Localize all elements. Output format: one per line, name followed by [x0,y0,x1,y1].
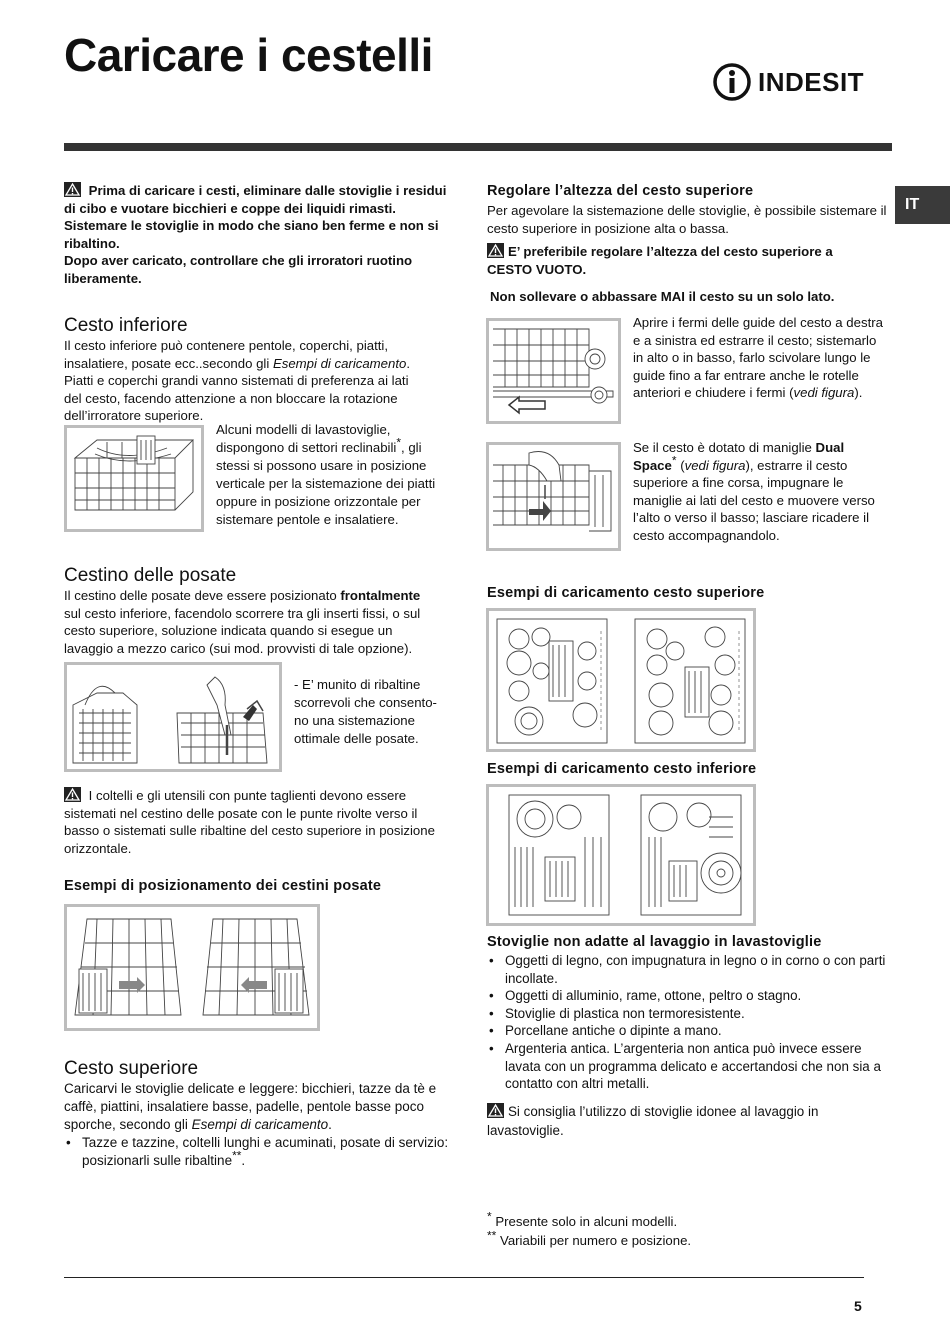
footnote-star: * [396,435,402,450]
regolare-text: Per agevolare la sistemazione delle stoviglie, è possibile sistemare il cesto superiore in posizione alta o bassa. [487,203,887,236]
indesit-logo-icon [712,62,752,102]
text-span: ), estrarre il cesto superiore a fine corsa, impugnare le maniglie ai lati del cesto e muovere verso l’alto o verso il basso; lasciare ricadere il cesto accompagnandolo. [633,457,875,543]
regolare-warning-text: E’ preferibile regolare l’altezza del cesto superiore a CESTO VUOTO. [487,244,833,277]
text-span: . [406,355,411,371]
lower-basket-examples-illustration [489,787,753,923]
text-span: ( [676,457,685,473]
footnotes [487,1209,867,1250]
dual-space-illustration [489,445,618,548]
section-heading-cestino-posate: Cestino delle posate [64,565,237,586]
non-adatte-warning-text: Si consiglia l’utilizzo di stoviglie idonee al lavaggio in lavastoviglie. [487,1104,819,1138]
warning-icon [64,787,81,802]
regolare-warning [487,243,877,278]
upper-basket-examples-illustration [489,611,753,749]
footnote-text: Variabili per numero e posizione. [496,1233,692,1248]
list-item: • Oggetti di legno, con impugnatura in legno o in corno o con parti incollate. [487,952,892,987]
lower-basket-figure [64,425,204,532]
non-adatte-list-block [487,952,892,1093]
section-heading-cesto-inferiore: Cesto inferiore [64,315,188,336]
bold-span: frontalmente [340,588,421,603]
list-item: • Oggetti di alluminio, rame, ottone, peltro o stagno. [487,987,892,1005]
section-heading-esempi-posizionamento: Esempi di posizionamento dei cestini posate [64,878,382,894]
non-adatte-list [487,952,892,1093]
warning-text-3: Dopo aver caricato, controllare che gli irroratori ruotino liberamente. [64,253,413,286]
warning-text-1: Prima di caricare i cesti, eliminare dalle stoviglie i residui di cibo e vuotare bicchieri e coppe dei liquidi rimasti. [64,183,447,216]
warning-knives-text: I coltelli e gli utensili con punte taglienti devono essere sistemati nel cestino delle posate con le punte rivolte verso il basso o sistemati sulle ribaltine del cesto superiore in posizione orizzontale. [64,788,435,856]
link-vedi-figura: vedi figura [684,457,746,473]
cesto-superiore-text [64,1080,449,1170]
warning-icon [64,182,81,197]
list-item: • Porcellane antiche o dipinte a mano. [487,1022,892,1040]
text-span: . [328,1117,332,1132]
text-span: ). [854,385,863,401]
basket-rail-illustration [489,321,618,421]
list-item: • Stoviglie di plastica non termoresistente. [487,1005,892,1023]
footnote-star: * [671,453,677,468]
non-adatte-warning [487,1103,867,1140]
section-heading-esempi-inferiore: Esempi di caricamento cesto inferiore [487,761,757,777]
warning-icon [487,1103,504,1118]
header-divider [64,143,892,151]
cutlery-position-illustration [67,907,317,1028]
text-span: Alcuni modelli di lavastoviglie, dispongono di settori reclinabili [216,422,397,455]
cesto-inferiore-text [64,337,416,425]
cutlery-basket-figure [64,662,282,772]
cestino-posate-text [64,587,439,657]
footnote-star: ** [487,1228,497,1243]
cestino-posate-side-text: - E’ munito di ribaltine scorrevoli che consento-no una sistemazione ottimale delle posate. [294,677,437,746]
section-heading-non-adatte: Stoviglie non adatte al lavaggio in lavastoviglie [487,934,822,950]
cutlery-basket-illustration [67,665,279,769]
language-tab: IT [895,186,950,224]
warning-icon [487,243,504,258]
footnote-1 [487,1209,867,1231]
footnote-star: ** [232,1148,242,1163]
footnote-2 [487,1228,867,1250]
link-vedi-figura: vedi figura [793,385,855,401]
text-span: , gli stessi si possono usare in posizione verticale per la sistemazione dei piatti oppure in posizione orizzontale per sistemare pentole e insalatiere. [216,440,436,527]
warning-block [64,182,454,288]
list-item [64,1134,449,1170]
text-span: Aprire i fermi delle guide del cesto a destra e a sinistra ed estrarre il cesto; sistemarlo in alto o in basso, farlo scivolare lungo le guide fino a far entrare anche le rotelle anteriori e chiudere i fermi ( [633,315,883,401]
text-span: Caricarvi le stoviglie delicate e leggere: bicchieri, tazze da tè e caffè, piattini, insalatiere basse, padelle, pentole basse poco sporche, secondo gli [64,1081,437,1132]
cesto-superiore-list [64,1134,449,1170]
regolare-side-text-1 [633,314,885,402]
text-span: . [241,1153,246,1168]
link-esempi: Esempi di caricamento [272,355,407,371]
footnote-star: * [487,1209,492,1224]
cutlery-position-figure [64,904,320,1031]
warning-knives [64,787,454,857]
dual-space-figure [486,442,621,551]
text-span: Il cesto inferiore può contenere pentole, coperchi, piatti, insalatiere, posate ecc..secondo gli [64,338,389,371]
page-number: 5 [854,1298,862,1314]
text-span: sul cesto inferiore, facendolo scorrere tra gli inserti fissi, o sul cesto superiore, soluzione indicata quando si esegue un lavaggio a mezzo carico (sui mod. provvisti di tale opzione). [64,605,421,656]
list-item: • Argenteria antica. L’argenteria non antica può invece essere lavata con un programma delicato e accertandosi che non sia a contatto con altri metalli. [487,1040,892,1093]
section-heading-regolare: Regolare l’altezza del cesto superiore [487,183,754,199]
cesto-inferiore-side-text [216,421,456,529]
text-span: Il cestino delle posate deve essere posizionato [64,588,341,603]
page-title: Caricare i cestelli [64,29,433,81]
regolare-side-text-2 [633,439,885,545]
section-heading-cesto-superiore: Cesto superiore [64,1058,199,1079]
footer-divider [64,1277,864,1278]
section-heading-esempi-superiore: Esempi di caricamento cesto superiore [487,585,765,601]
warning-text-2: Sistemare le stoviglie in modo che siano ben ferme e non si ribaltino. [64,218,439,251]
lower-basket-illustration [67,428,201,529]
upper-basket-examples-figure [486,608,756,752]
regolare-bold-note: Non sollevare o abbassare MAI il cesto su un solo lato. [490,289,835,304]
basket-rail-figure [486,318,621,424]
text-span: Tazze e tazzine, coltelli lunghi e acuminati, posate di servizio: posizionarli sulle ribaltine [82,1135,449,1168]
text-span: Se il cesto è dotato di maniglie [633,440,816,455]
bold-span: Dual Space [633,440,845,473]
brand-logo [712,62,864,102]
brand-name: INDESIT [758,66,865,97]
lower-basket-examples-figure [486,784,756,926]
cesto-inferiore-text-b: Piatti e coperchi grandi vanno sistemati di preferenza ai lati del cesto, facendo attenzione a non bloccare la rotazione dell’irroratore superiore. [64,373,409,424]
link-esempi: Esempi di caricamento [191,1117,329,1132]
footnote-text: Presente solo in alcuni modelli. [491,1214,678,1229]
